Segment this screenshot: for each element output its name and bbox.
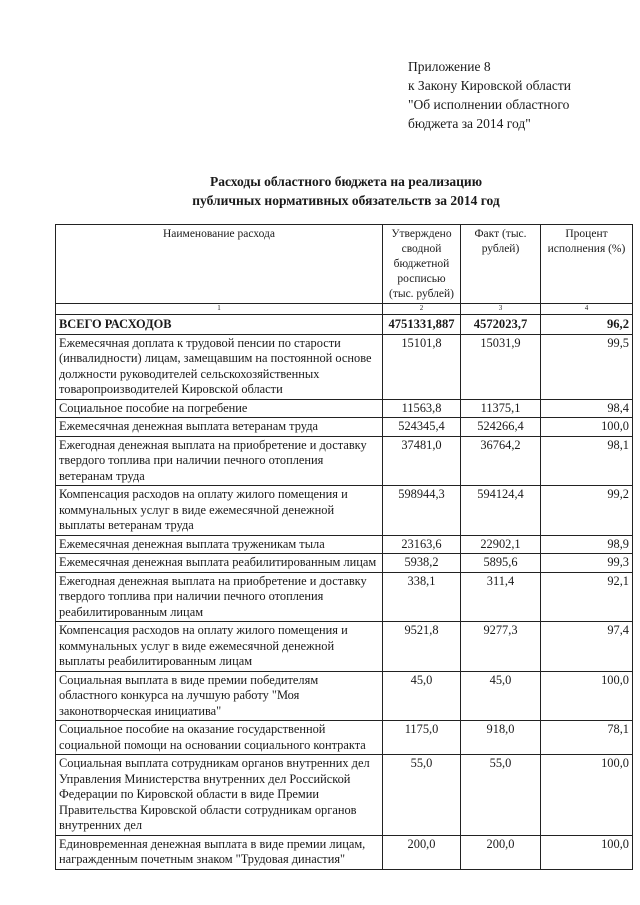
- approved-value: 55,0: [383, 755, 461, 836]
- percent-value: 98,1: [541, 436, 633, 486]
- appendix-line: Приложение 8: [408, 59, 491, 74]
- table-row: [56, 622, 633, 672]
- percent-value: 99,2: [541, 486, 633, 536]
- appendix-line: бюджета за 2014 год": [408, 116, 531, 131]
- table-row: [56, 486, 633, 536]
- expense-name: Социальное пособие на оказание государственной социальной помощи на основании социального контракта: [56, 721, 383, 755]
- document-title: [60, 172, 632, 210]
- header-approved: Утверждено сводной бюджетной росписью (тыс. рублей): [383, 225, 461, 304]
- expense-name: Ежемесячная денежная выплата ветеранам труда: [56, 418, 383, 437]
- expense-name: Ежемесячная денежная выплата реабилитированным лицам: [56, 554, 383, 573]
- approved-value: 1175,0: [383, 721, 461, 755]
- approved-value: 598944,3: [383, 486, 461, 536]
- approved-value: 9521,8: [383, 622, 461, 672]
- expense-name: Социальное пособие на погребение: [56, 399, 383, 418]
- actual-value: 55,0: [461, 755, 541, 836]
- percent-value: 100,0: [541, 755, 633, 836]
- expense-name: Ежегодная денежная выплата на приобретение и доставку твердого топлива при наличии печного отопления реабилитированным лицам: [56, 572, 383, 622]
- expense-name: Ежегодная денежная выплата на приобретение и доставку твердого топлива при наличии печного отопления ветеранам труда: [56, 436, 383, 486]
- actual-value: 524266,4: [461, 418, 541, 437]
- approved-value: 23163,6: [383, 535, 461, 554]
- table-row: [56, 436, 633, 486]
- appendix-line: к Закону Кировской области: [408, 78, 572, 93]
- actual-value: 22902,1: [461, 535, 541, 554]
- expense-name: Единовременная денежная выплата в виде премии лицам, награжденным почетным знаком "Трудовая династия": [56, 835, 383, 869]
- percent-value: 100,0: [541, 418, 633, 437]
- expense-name: Компенсация расходов на оплату жилого помещения и коммунальных услуг в виде ежемесячной денежной выплаты реабилитированным лицам: [56, 622, 383, 672]
- table-row: [56, 399, 633, 418]
- title-line-1: Расходы областного бюджета на реализацию: [209, 174, 483, 189]
- actual-value: 15031,9: [461, 334, 541, 399]
- column-index: 1: [56, 304, 383, 315]
- table-row: [56, 554, 633, 573]
- table-row: [56, 535, 633, 554]
- percent-value: 100,0: [541, 835, 633, 869]
- approved-value: 45,0: [383, 671, 461, 721]
- table-row: [56, 572, 633, 622]
- actual-value: 311,4: [461, 572, 541, 622]
- header-name: Наименование расхода: [56, 225, 383, 304]
- actual-value: 5895,6: [461, 554, 541, 573]
- column-index: 2: [383, 304, 461, 315]
- percent-value: 78,1: [541, 721, 633, 755]
- percent-value: 98,4: [541, 399, 633, 418]
- table-row: [56, 721, 633, 755]
- table-row: [56, 418, 633, 437]
- column-index: 3: [461, 304, 541, 315]
- table-row: [56, 334, 633, 399]
- title-line-2: публичных нормативных обязательств за 2014 год: [192, 193, 500, 208]
- actual-value: 9277,3: [461, 622, 541, 672]
- table-row: [56, 671, 633, 721]
- percent-value: 92,1: [541, 572, 633, 622]
- table-row: [56, 755, 633, 836]
- column-index: 4: [541, 304, 633, 315]
- percent-value: 100,0: [541, 671, 633, 721]
- approved-value: 200,0: [383, 835, 461, 869]
- total-label: ВСЕГО РАСХОДОВ: [56, 315, 383, 335]
- total-approved: 4751331,887: [383, 315, 461, 335]
- approved-value: 37481,0: [383, 436, 461, 486]
- appendix-line: "Об исполнении областного: [408, 97, 570, 112]
- percent-value: 98,9: [541, 535, 633, 554]
- expense-name: Ежемесячная доплата к трудовой пенсии по старости (инвалидности) лицам, замещавшим на постоянной основе должности руководителей сельскохозяйственных товаропроизводителей Кировской области: [56, 334, 383, 399]
- percent-value: 99,3: [541, 554, 633, 573]
- appendix-note: [408, 57, 628, 133]
- approved-value: 15101,8: [383, 334, 461, 399]
- approved-value: 524345,4: [383, 418, 461, 437]
- expense-name: Социальная выплата сотрудникам органов внутренних дел Управления Министерства внутренних дел Российской Федерации по Кировской области в виде Премии Правительства Кировской области сотрудникам органов внутренних дел: [56, 755, 383, 836]
- actual-value: 45,0: [461, 671, 541, 721]
- total-actual: 4572023,7: [461, 315, 541, 335]
- total-row: [56, 315, 633, 335]
- actual-value: 200,0: [461, 835, 541, 869]
- expense-name: Ежемесячная денежная выплата труженикам тыла: [56, 535, 383, 554]
- actual-value: 11375,1: [461, 399, 541, 418]
- header-percent: Процент исполнения (%): [541, 225, 633, 304]
- actual-value: 36764,2: [461, 436, 541, 486]
- approved-value: 5938,2: [383, 554, 461, 573]
- actual-value: 918,0: [461, 721, 541, 755]
- table-row: [56, 835, 633, 869]
- header-actual: Факт (тыс. рублей): [461, 225, 541, 304]
- actual-value: 594124,4: [461, 486, 541, 536]
- column-index-row: [56, 304, 633, 315]
- expenses-table: [55, 224, 633, 870]
- approved-value: 338,1: [383, 572, 461, 622]
- approved-value: 11563,8: [383, 399, 461, 418]
- percent-value: 97,4: [541, 622, 633, 672]
- total-percent: 96,2: [541, 315, 633, 335]
- expense-name: Компенсация расходов на оплату жилого помещения и коммунальных услуг в виде ежемесячной денежной выплаты ветеранам труда: [56, 486, 383, 536]
- expense-name: Социальная выплата в виде премии победителям областного конкурса на лучшую работу "Моя законотворческая инициатива": [56, 671, 383, 721]
- percent-value: 99,5: [541, 334, 633, 399]
